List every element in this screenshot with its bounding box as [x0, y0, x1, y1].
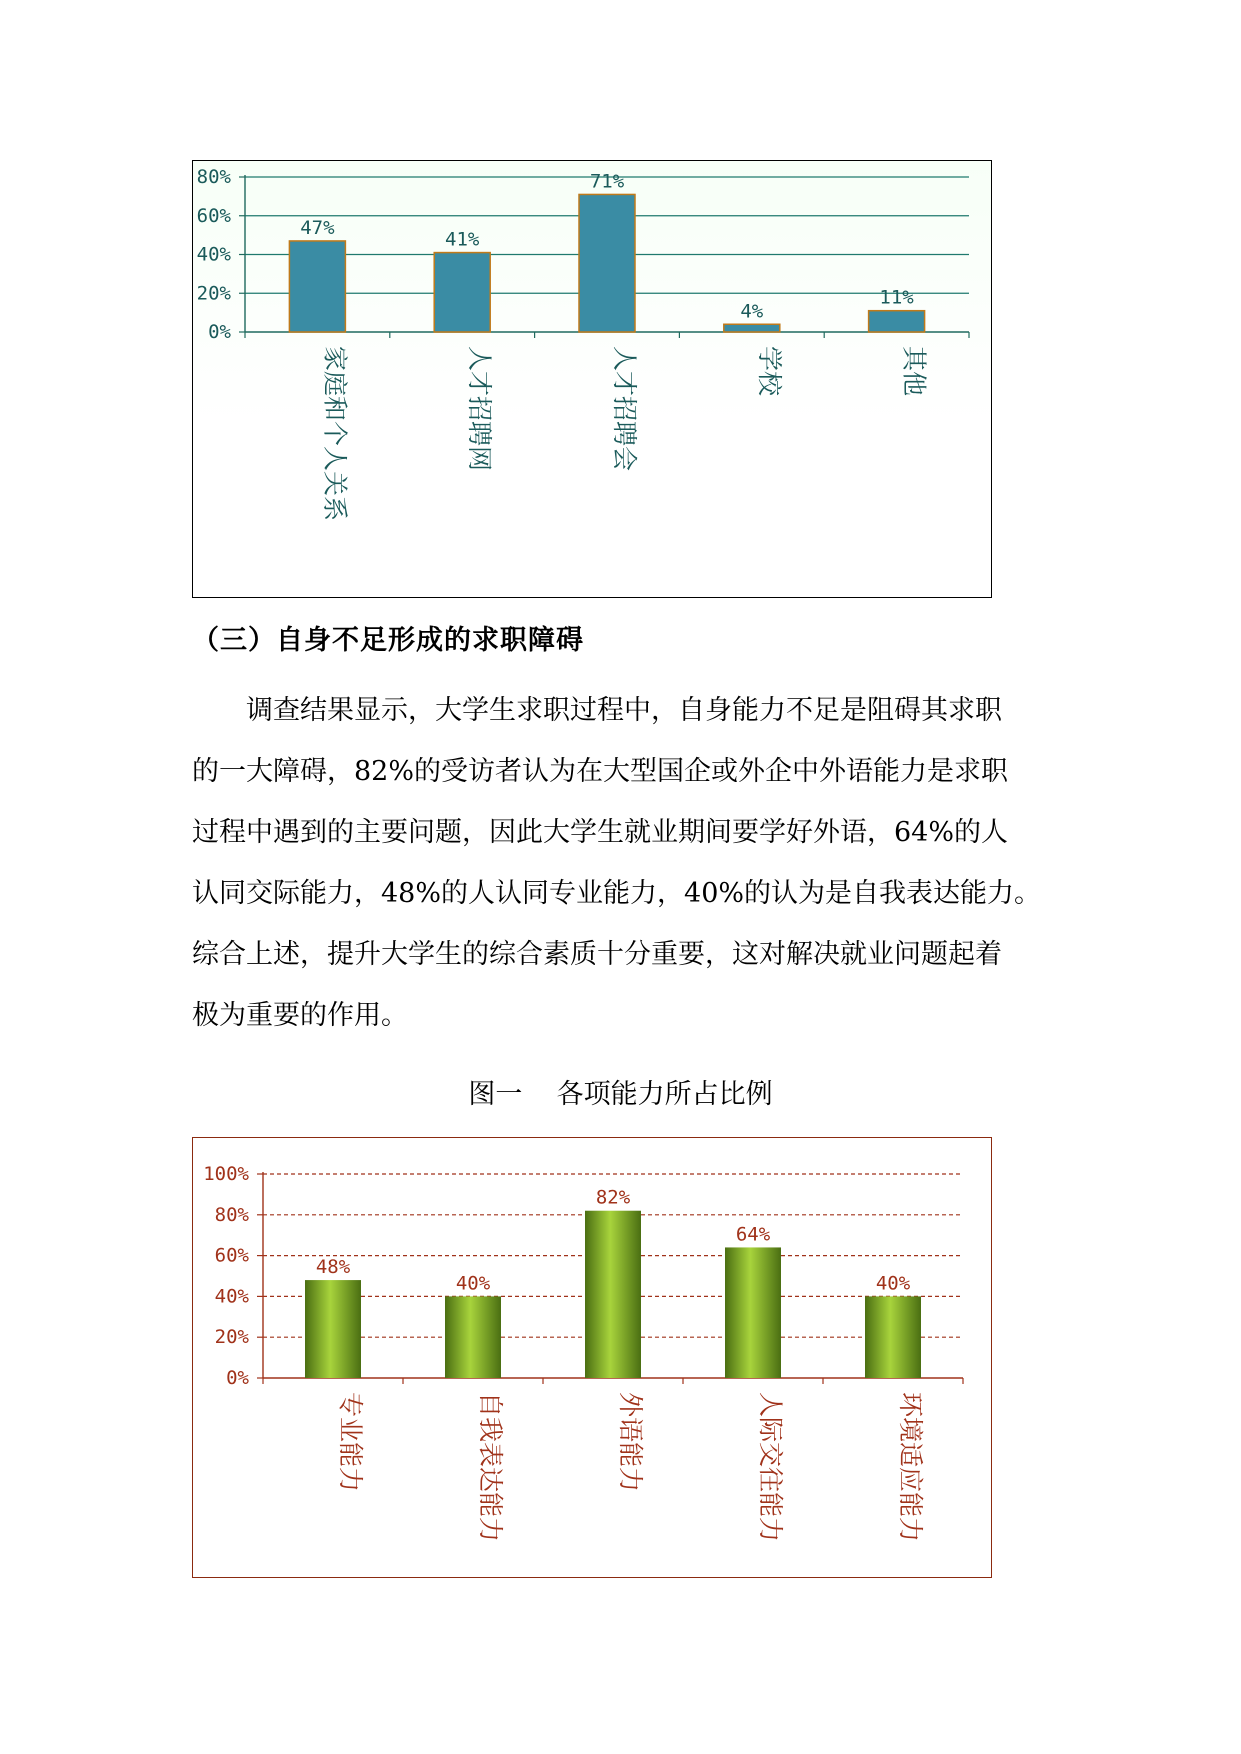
x-category-label: 学校 [754, 346, 784, 397]
bar-value-label: 4% [740, 300, 764, 323]
bar [305, 1280, 361, 1378]
paragraph-line: 极为重要的作用。 [192, 1000, 408, 1031]
bar [434, 253, 490, 332]
y-tick-label: 40% [196, 243, 231, 266]
y-tick-label: 0% [226, 1367, 249, 1389]
bar-value-label: 71% [589, 170, 625, 193]
body-paragraph [192, 680, 1060, 1046]
x-category-label: 外语能力 [616, 1392, 645, 1493]
y-tick-label: 100% [203, 1163, 249, 1185]
paragraph-line: 认同交际能力，48%的人认同专业能力，40%的认为是自我表达能力。 [192, 878, 1042, 909]
bar [445, 1296, 501, 1378]
x-category-label: 自我表达能力 [476, 1392, 505, 1543]
x-category-label: 人才招聘会 [610, 346, 639, 472]
bar-value-label: 40% [875, 1272, 911, 1295]
bar [585, 1211, 641, 1378]
bar-value-label: 40% [455, 1272, 491, 1295]
y-tick-label: 40% [214, 1285, 249, 1308]
paragraph-line: 过程中遇到的主要问题，因此大学生就业期间要学好外语，64%的人 [192, 817, 1009, 848]
bar-value-label: 82% [595, 1186, 631, 1209]
x-category-label: 人才招聘网 [465, 346, 495, 472]
y-tick-label: 80% [214, 1203, 249, 1226]
bar-value-label: 48% [315, 1256, 351, 1279]
x-category-label: 其他 [899, 346, 929, 397]
paragraph-line: 的一大障碍，82%的受访者认为在大型国企或外企中外语能力是求职 [192, 756, 1009, 787]
bar [865, 1296, 921, 1378]
y-tick-label: 0% [208, 321, 231, 343]
y-tick-label: 20% [214, 1326, 249, 1349]
bar-value-label: 11% [879, 286, 914, 309]
y-tick-label: 60% [196, 204, 231, 227]
bar-value-label: 41% [445, 228, 480, 251]
bar [869, 311, 925, 332]
chart-ability-ratio [192, 1137, 992, 1578]
paragraph-line: 调查结果显示，大学生求职过程中，自身能力不足是阻碍其求职 [246, 695, 1002, 726]
y-tick-label: 80% [196, 166, 231, 188]
paragraph-line: 综合上述，提升大学生的综合素质十分重要，这对解决就业问题起着 [192, 939, 1002, 970]
bar-value-label: 64% [735, 1223, 771, 1246]
x-category-label: 环境适应能力 [896, 1392, 925, 1543]
y-tick-label: 60% [214, 1244, 249, 1267]
chart-job-channels [192, 160, 992, 598]
chart-job-channels-svg [193, 161, 990, 596]
chart-ability-ratio-svg [193, 1138, 990, 1576]
y-tick-label: 20% [196, 282, 231, 305]
section-heading: （三）自身不足形成的求职障碍 [192, 625, 584, 656]
bar [289, 241, 345, 332]
bar [725, 1247, 781, 1378]
bar [724, 324, 780, 332]
x-category-label: 专业能力 [336, 1392, 365, 1493]
bar [579, 194, 635, 332]
x-category-label: 人际交往能力 [756, 1392, 785, 1543]
x-category-label: 家庭和个人关系 [320, 346, 350, 522]
figure-caption: 图一 各项能力所占比例 [468, 1079, 773, 1110]
bar-value-label: 47% [300, 216, 335, 239]
